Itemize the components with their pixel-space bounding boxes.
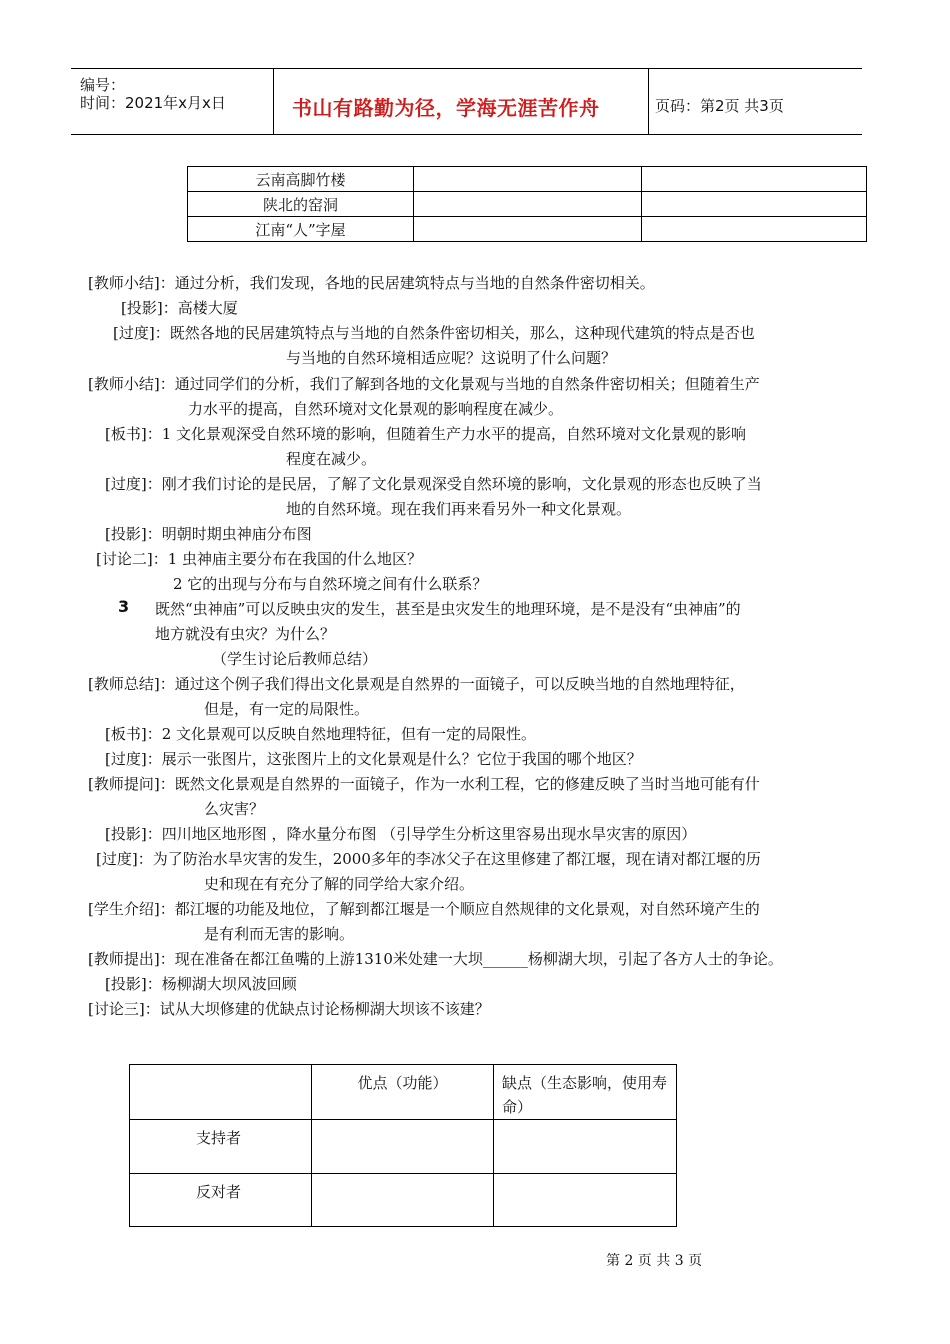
table-cell [494, 1065, 677, 1120]
text-line: [教师总结]：通过这个例子我们得出文化景观是自然界的一面镜子，可以反映当地的自然地理特征， [88, 675, 745, 693]
table-row [130, 1065, 677, 1120]
text-line: 地的自然环境。现在我们再来看另外一种文化景观。 [286, 500, 632, 518]
column-header-pros: 优点（功能） [357, 1074, 448, 1092]
table-cell [642, 217, 867, 242]
text-line: 力水平的提高，自然环境对文化景观的影响程度在减少。 [188, 400, 564, 418]
table-cell [494, 1120, 677, 1174]
text-line: [讨论三]：试从大坝修建的优缺点讨论杨柳湖大坝该不该建？ [88, 1000, 490, 1018]
header-number-label: 编号： [80, 76, 126, 94]
text-line: （学生讨论后教师总结） [212, 650, 378, 668]
text-line: [教师小结]：通过分析，我们发现，各地的民居建筑特点与当地的自然条件密切相关。 [88, 274, 655, 292]
table-cell [130, 1065, 312, 1120]
table-cell [312, 1174, 494, 1227]
table-row [130, 1120, 677, 1174]
text-line: 2 它的出现与分布与自然环境之间有什么联系？ [173, 575, 488, 593]
table-cell: 江南“人”字屋 [188, 217, 414, 242]
table-cell [414, 192, 642, 217]
table-cell: 云南高脚竹楼 [188, 167, 414, 192]
header-page-label: 页码：第2页 共3页 [655, 97, 784, 115]
dwelling-table [187, 166, 867, 242]
table-row [130, 1174, 677, 1227]
text-line: [板书]：1 文化景观深受自然环境的影响，但随着生产力水平的提高，自然环境对文化景观的影响 [105, 425, 747, 443]
table-row [188, 217, 867, 242]
column-header-cons: 缺点（生态影响，使用寿命） [502, 1074, 668, 1116]
header-divider-right [648, 68, 649, 135]
text-line: 但是，有一定的局限性。 [204, 700, 370, 718]
text-line: [学生介绍]：都江堰的功能及地位，了解到都江堰是一个顺应自然规律的文化景观，对自然环境产生的 [88, 900, 760, 918]
header-bottom-rule [71, 134, 862, 135]
text-line: [教师小结]：通过同学们的分析，我们了解到各地的文化景观与当地的自然条件密切相关；但随着生产 [88, 375, 760, 393]
header-motto: 书山有路勤为径，学海无涯苦作舟 [292, 96, 600, 120]
text-line: [过度]：刚才我们讨论的是民居，了解了文化景观深受自然环境的影响，文化景观的形态也反映了当 [105, 475, 762, 493]
table-cell: 陕北的窑洞 [188, 192, 414, 217]
text-line: 与当地的自然环境相适应呢？这说明了什么问题？ [286, 349, 617, 367]
page-footer: 第 2 页 共 3 页 [606, 1253, 703, 1269]
table-row [188, 192, 867, 217]
text-line: [板书]：2 文化景观可以反映自然地理特征，但有一定的局限性。 [105, 725, 537, 743]
text-line: 么灾害？ [204, 800, 265, 818]
table-cell [130, 1174, 312, 1227]
text-line: [过度]：既然各地的民居建筑特点与当地的自然条件密切相关，那么，这种现代建筑的特点是否也 [113, 324, 755, 342]
table-cell [642, 192, 867, 217]
text-line: [讨论二]：1 虫神庙主要分布在我国的什么地区？ [96, 550, 423, 568]
header-time-label: 时间：2021年x月x日 [80, 94, 226, 112]
header-divider-left [273, 68, 274, 135]
text-line: [教师提出]：现在准备在都江鱼嘴的上游1310米处建一大坝______杨柳湖大坝，引起了各方人士的争论。 [88, 950, 783, 968]
text-line: [投影]：杨柳湖大坝风波回顾 [105, 975, 297, 993]
dam-debate-table [129, 1064, 677, 1227]
text-line: 既然“虫神庙”可以反映虫灾的发生，甚至是虫灾发生的地理环境，是不是没有“虫神庙”的 [155, 600, 741, 618]
table-row [188, 167, 867, 192]
text-line: 是有利而无害的影响。 [204, 925, 355, 943]
table-cell [312, 1065, 494, 1120]
row-header-opponents: 反对者 [196, 1183, 242, 1201]
text-line: [投影]：高楼大厦 [121, 299, 238, 317]
text-line: [投影]：四川地区地形图 ，降水量分布图 （引导学生分析这里容易出现水旱灾害的原因） [105, 825, 697, 843]
table-cell [130, 1120, 312, 1174]
row-header-supporters: 支持者 [196, 1129, 242, 1147]
header-top-rule [71, 68, 862, 69]
text-line: 史和现在有充分了解的同学给大家介绍。 [204, 875, 475, 893]
text-line: 地方就没有虫灾？为什么？ [155, 625, 336, 643]
table-cell [414, 167, 642, 192]
table-cell [642, 167, 867, 192]
table-cell [494, 1174, 677, 1227]
text-line: [过度]：为了防治水旱灾害的发生，2000多年的李冰父子在这里修建了都江堰，现在请对都江堰的历 [96, 850, 761, 868]
list-number: 3 [118, 597, 130, 616]
text-line: [过度]：展示一张图片，这张图片上的文化景观是什么？它位于我国的哪个地区？ [105, 750, 642, 768]
table-cell [312, 1120, 494, 1174]
table-cell [414, 217, 642, 242]
text-line: 程度在减少。 [286, 450, 377, 468]
text-line: [投影]：明朝时期虫神庙分布图 [105, 525, 312, 543]
text-line: [教师提问]：既然文化景观是自然界的一面镜子，作为一水利工程，它的修建反映了当时当地可能有什 [88, 775, 760, 793]
